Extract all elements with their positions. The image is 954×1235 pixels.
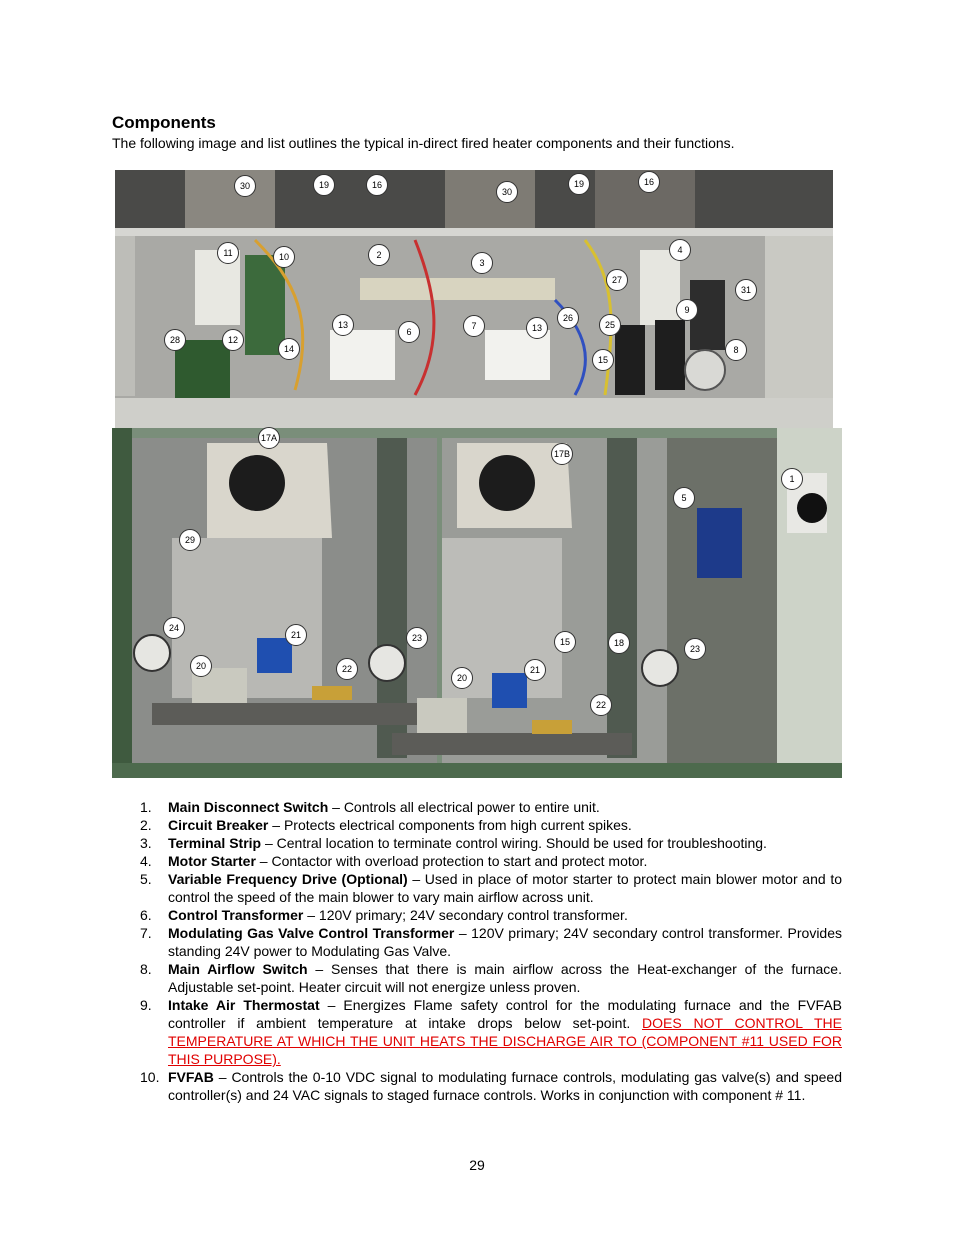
item-term: Modulating Gas Valve Control Transformer bbox=[168, 925, 455, 941]
callout-label: 24 bbox=[163, 617, 185, 639]
section-heading: Components bbox=[112, 113, 216, 132]
item-term: Terminal Strip bbox=[168, 835, 262, 851]
callout-label: 12 bbox=[222, 329, 244, 351]
callout-label: 31 bbox=[735, 279, 757, 301]
item-number: 2. bbox=[140, 817, 152, 833]
item-term: FVFAB bbox=[168, 1069, 214, 1085]
item-text: – Senses that there is main airflow across the Heat-exchanger of the furnace. Adjustable set-point. Heater circuit will not energize unless proven. bbox=[168, 961, 842, 995]
item-number: 10. bbox=[140, 1069, 160, 1085]
callout-label: 16 bbox=[366, 174, 388, 196]
callout-label: 5 bbox=[673, 487, 695, 509]
callout-label: 29 bbox=[179, 529, 201, 551]
callout-label: 28 bbox=[164, 329, 186, 351]
list-item bbox=[112, 816, 842, 834]
list-item bbox=[112, 924, 842, 960]
item-text: – Protects electrical components from high current spikes. bbox=[268, 817, 632, 833]
item-term: Circuit Breaker bbox=[168, 817, 269, 833]
list-item bbox=[112, 960, 842, 996]
callout-label: 18 bbox=[608, 632, 630, 654]
list-item bbox=[112, 852, 842, 870]
item-term: Variable Frequency Drive (Optional) bbox=[168, 871, 408, 887]
intro-text: The following image and list outlines the typical in-direct fired heater components and their functions. bbox=[112, 135, 735, 151]
item-text: – Controls the 0-10 VDC signal to modulating furnace controls, modulating gas valve(s) and speed controller(s) and 24 VAC signals to staged furnace controls. Works in conjunction with component # 11. bbox=[168, 1069, 842, 1103]
item-number: 3. bbox=[140, 835, 152, 851]
item-number: 1. bbox=[140, 799, 152, 815]
list-item bbox=[112, 1068, 842, 1104]
list-item bbox=[112, 798, 842, 816]
item-term: Motor Starter bbox=[168, 853, 256, 869]
callout-label: 13 bbox=[526, 317, 548, 339]
item-number: 6. bbox=[140, 907, 152, 923]
callout-label: 30 bbox=[234, 175, 256, 197]
callout-label: 15 bbox=[592, 349, 614, 371]
callout-label: 1 bbox=[781, 468, 803, 490]
control-panel-photo bbox=[115, 170, 833, 428]
item-term: Intake Air Thermostat bbox=[168, 997, 320, 1013]
item-number: 9. bbox=[140, 997, 152, 1013]
callout-label: 20 bbox=[190, 655, 212, 677]
item-term: Control Transformer bbox=[168, 907, 304, 923]
list-item bbox=[112, 996, 842, 1068]
item-number: 7. bbox=[140, 925, 152, 941]
item-text: – 120V primary; 24V secondary control transformer. Provides standing 24V power to Modulating Gas Valve. bbox=[168, 925, 843, 959]
item-text: – 120V primary; 24V secondary control transformer. bbox=[303, 907, 628, 923]
callout-label: 6 bbox=[398, 321, 420, 343]
callout-label: 14 bbox=[278, 338, 300, 360]
item-text: – Contactor with overload protection to start and protect motor. bbox=[255, 853, 648, 869]
callout-label: 22 bbox=[590, 694, 612, 716]
callout-label: 19 bbox=[568, 173, 590, 195]
callout-label: 23 bbox=[406, 627, 428, 649]
callout-label: 15 bbox=[554, 631, 576, 653]
callout-label: 4 bbox=[669, 239, 691, 261]
list-item bbox=[112, 906, 842, 924]
item-text: – Energizes Flame safety control for the modulating furnace and the FVFAB controller if ambient temperature at intake drops below set-point. bbox=[168, 997, 843, 1031]
callout-label: 26 bbox=[557, 307, 579, 329]
warning-text: DOES NOT CONTROL THE TEMPERATURE AT WHICH THE UNIT HEATS THE DISCHARGE AIR TO (COMPONENT #11 USED FOR THIS PURPOSE). bbox=[168, 1015, 842, 1067]
callout-label: 3 bbox=[471, 252, 493, 274]
list-item bbox=[112, 870, 842, 906]
item-number: 4. bbox=[140, 853, 152, 869]
list-item bbox=[112, 834, 842, 852]
callout-label: 25 bbox=[599, 314, 621, 336]
callout-label: 19 bbox=[313, 174, 335, 196]
callout-label: 8 bbox=[725, 339, 747, 361]
callout-label: 22 bbox=[336, 658, 358, 680]
callout-label: 23 bbox=[684, 638, 706, 660]
callout-label: 30 bbox=[496, 181, 518, 203]
callout-label: 7 bbox=[463, 315, 485, 337]
burner-section-photo bbox=[112, 428, 842, 778]
component-list bbox=[112, 798, 842, 1104]
callout-label: 21 bbox=[285, 624, 307, 646]
callout-label: 27 bbox=[606, 269, 628, 291]
callout-label: 17B bbox=[551, 443, 573, 465]
item-text: – Central location to terminate control wiring. Should be used for troubleshooting. bbox=[261, 835, 767, 851]
item-number: 8. bbox=[140, 961, 152, 977]
callout-label: 13 bbox=[332, 314, 354, 336]
callout-label: 17A bbox=[258, 427, 280, 449]
page-number: 29 bbox=[469, 1157, 485, 1173]
item-term: Main Airflow Switch bbox=[168, 961, 308, 977]
callout-label: 21 bbox=[524, 659, 546, 681]
item-text: – Used in place of motor starter to protect main blower motor and to control the speed of the main blower to vary main airflow across unit. bbox=[168, 871, 842, 905]
item-term: Main Disconnect Switch bbox=[168, 799, 329, 815]
callout-label: 2 bbox=[368, 244, 390, 266]
callout-label: 11 bbox=[217, 242, 239, 264]
callout-label: 20 bbox=[451, 667, 473, 689]
item-number: 5. bbox=[140, 871, 152, 887]
callout-label: 16 bbox=[638, 171, 660, 193]
callout-label: 10 bbox=[273, 246, 295, 268]
item-text: – Controls all electrical power to entire unit. bbox=[328, 799, 600, 815]
callout-label: 9 bbox=[676, 299, 698, 321]
